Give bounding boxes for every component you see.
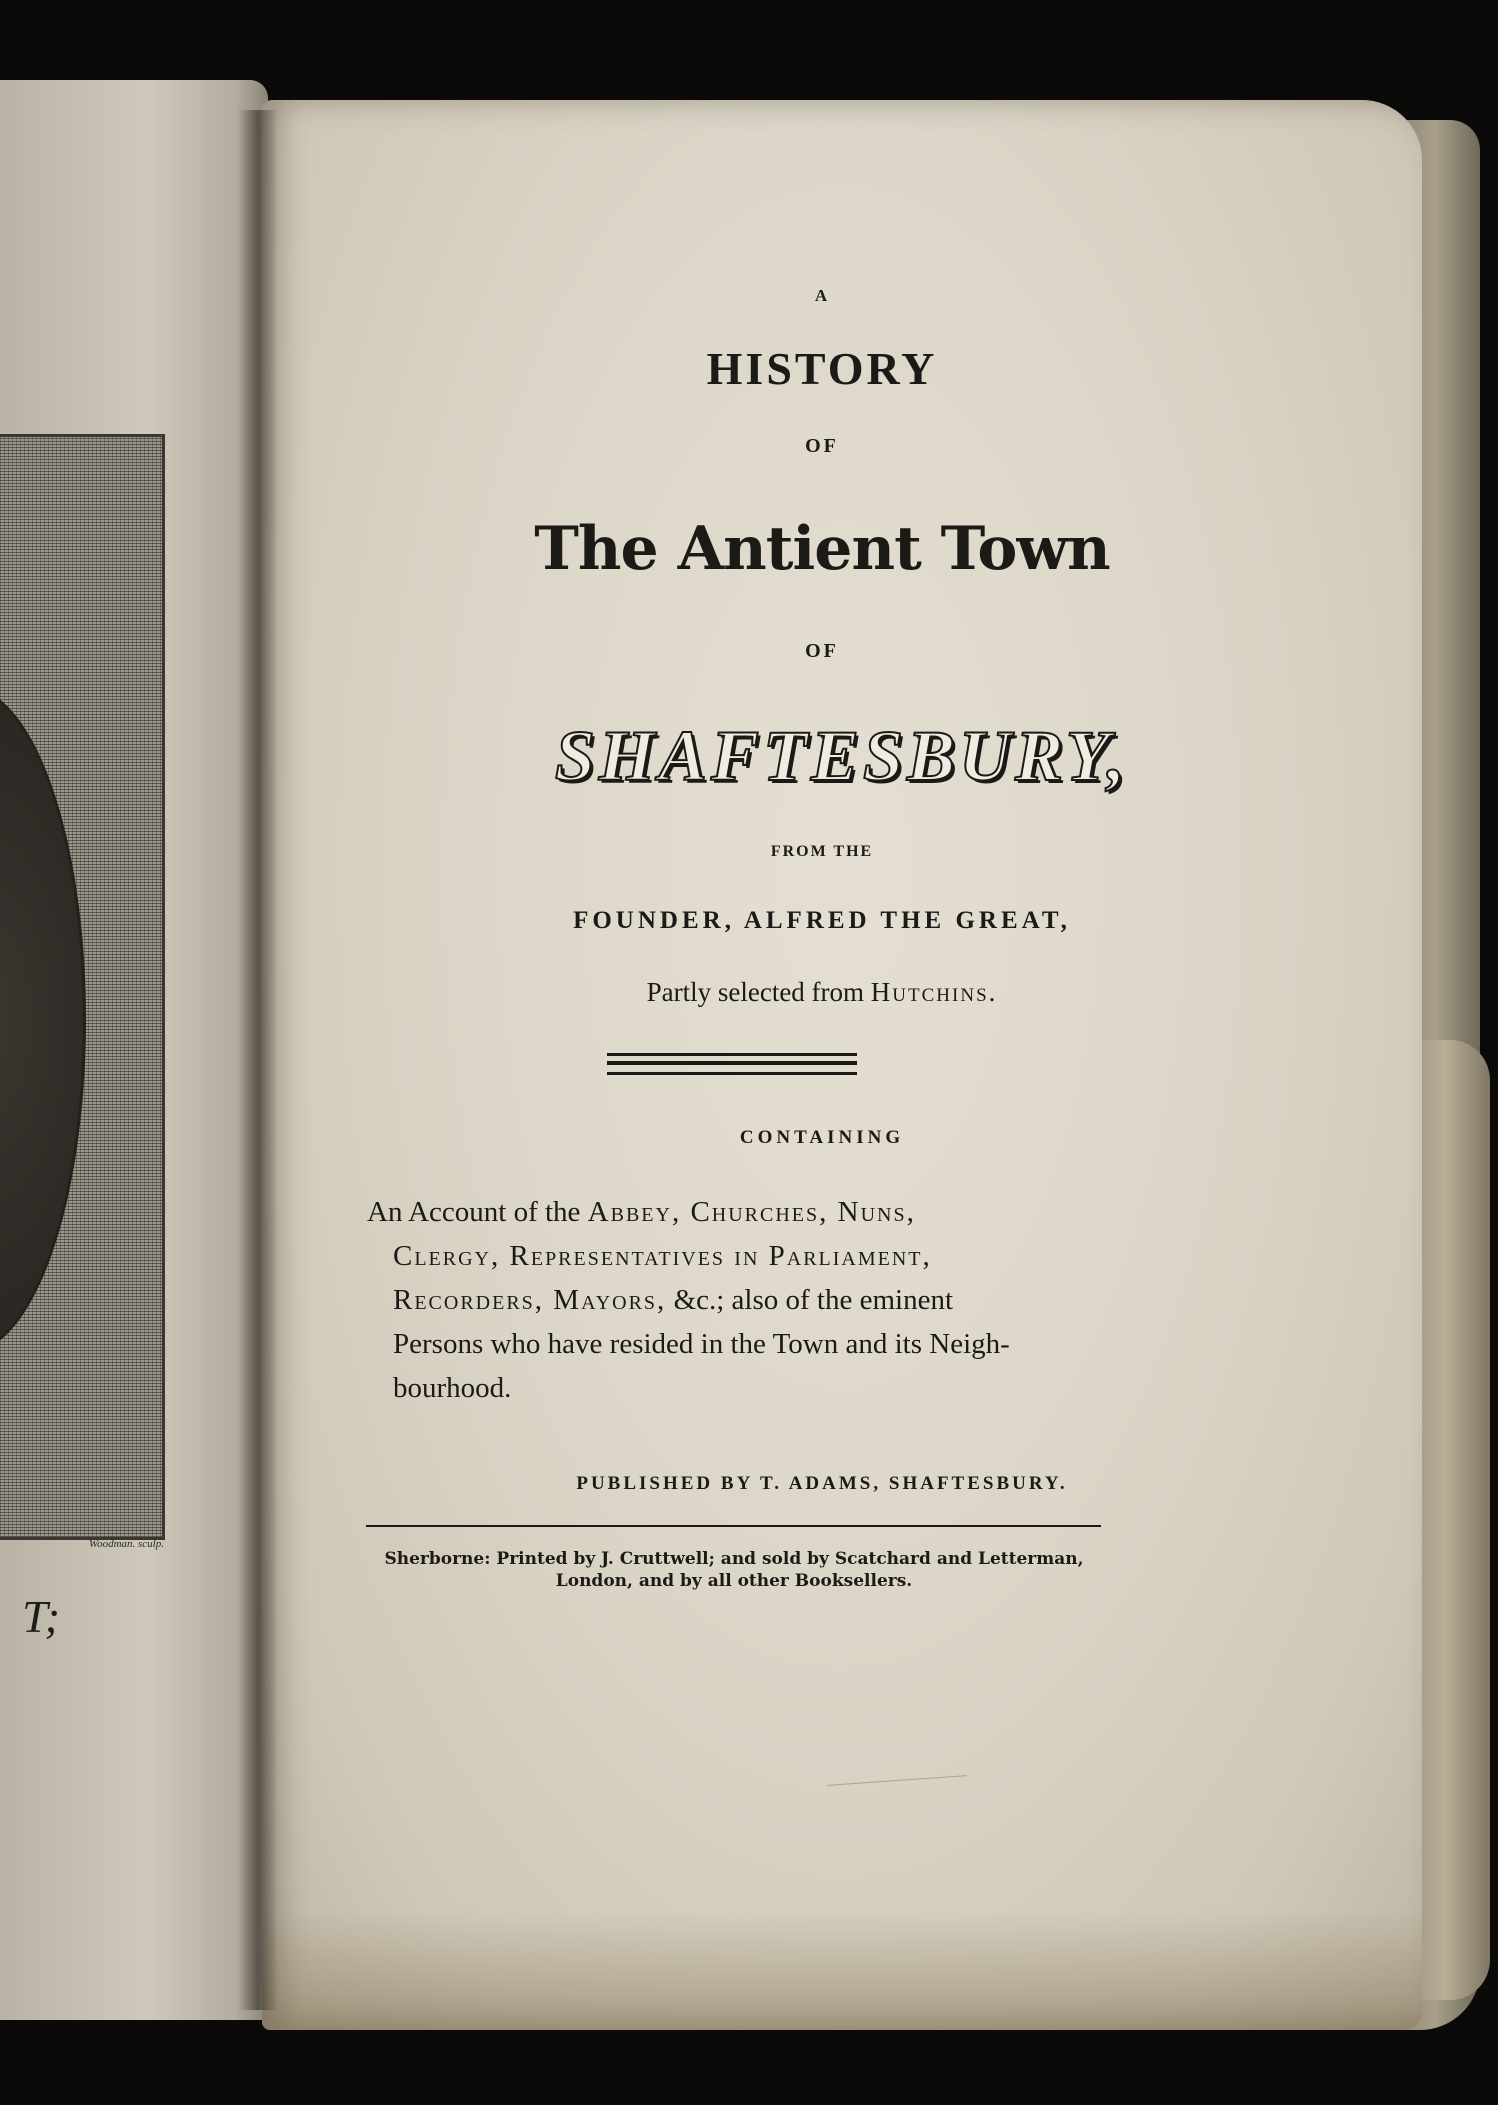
plate-caption-fragment: T; bbox=[22, 1591, 60, 1642]
title-heading: HISTORY bbox=[706, 343, 938, 394]
title-town: SHAFTESBURY, bbox=[554, 716, 1130, 796]
engraved-plate bbox=[0, 434, 165, 1540]
page-foxing bbox=[262, 1910, 1422, 2030]
source-name: Hutchins. bbox=[870, 977, 998, 1007]
imprint-line-1: Sherborne: Printed by J. Cruttwell; and sold by Scatchard and Letterman, bbox=[384, 1549, 1084, 1569]
paper-crease bbox=[827, 1775, 967, 1786]
contents-line-4: Persons who have resided in the Town and its Neigh- bbox=[393, 1328, 1010, 1360]
title-of-1: OF bbox=[805, 435, 839, 457]
title-source-line bbox=[242, 977, 1402, 1008]
title-page bbox=[262, 100, 1422, 2030]
title-founder: FOUNDER, ALFRED THE GREAT, bbox=[573, 907, 1071, 934]
imprint-line-2: London, and by all other Booksellers. bbox=[555, 1571, 913, 1591]
contents-line-2: Clergy, Representatives in Parliament, bbox=[393, 1240, 932, 1272]
source-prefix: Partly selected from bbox=[646, 977, 865, 1007]
decorative-rule bbox=[607, 1053, 857, 1075]
title-from: FROM THE bbox=[770, 843, 874, 860]
contents-line-1: An Account of the Abbey, Churches, Nuns, bbox=[367, 1196, 916, 1228]
publisher-line: PUBLISHED BY T. ADAMS, SHAFTESBURY. bbox=[576, 1473, 1068, 1494]
book-gutter bbox=[238, 110, 278, 2010]
title-article: A bbox=[814, 286, 830, 305]
title-of-2: OF bbox=[805, 640, 839, 662]
engraver-credit: Woodman. sculp. bbox=[88, 1538, 164, 1550]
contents-line-3: Recorders, Mayors, &c.; also of the eminent bbox=[393, 1284, 954, 1316]
title-subject: The Antient Town bbox=[534, 514, 1110, 584]
imprint-rule bbox=[366, 1525, 1101, 1527]
imprint bbox=[344, 1548, 1124, 1592]
portrait-oval bbox=[0, 687, 86, 1353]
frontispiece-page bbox=[0, 80, 268, 2020]
contents-description bbox=[367, 1190, 1107, 1410]
contents-line-5: bourhood. bbox=[393, 1372, 512, 1404]
containing-label: CONTAINING bbox=[739, 1127, 905, 1148]
